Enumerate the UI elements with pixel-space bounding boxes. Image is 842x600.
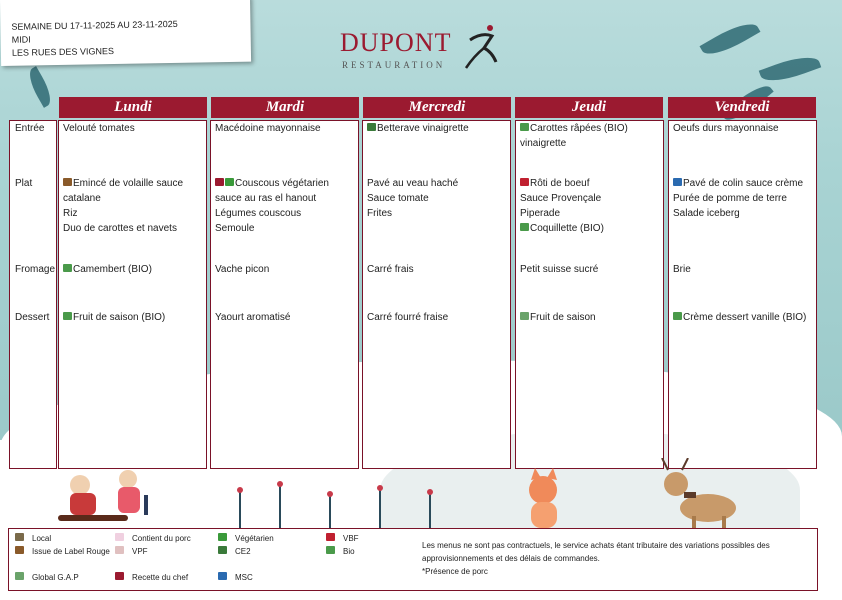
local-icon — [15, 533, 24, 541]
row-labels — [9, 120, 57, 469]
runner-icon — [462, 22, 502, 72]
label-rouge-icon — [15, 546, 24, 554]
vegetarian-icon — [218, 533, 227, 541]
menu-item: Vache picon — [215, 264, 270, 275]
day-header-mardi: Mardi — [211, 97, 359, 118]
deer-illustration — [648, 458, 743, 530]
menu-item: Légumes couscous — [215, 208, 302, 219]
plat-cell — [63, 176, 204, 236]
ce2-icon — [218, 546, 227, 554]
vpf-icon — [115, 546, 124, 554]
entree-cell — [520, 121, 661, 151]
menu-item: Carottes râpées (BIO) vinaigrette — [520, 123, 628, 149]
day-column-mardi — [210, 120, 359, 469]
plat-cell — [215, 176, 356, 236]
label-rouge-icon — [63, 178, 72, 186]
entree-cell — [215, 121, 356, 136]
row-label-dessert: Dessert — [15, 312, 50, 323]
porc-icon — [115, 533, 124, 541]
dessert-cell — [215, 310, 356, 325]
menu-item: Pavé de colin sauce crème — [673, 176, 814, 191]
entree-cell — [63, 121, 204, 136]
menu-item: Rôti de boeuf — [520, 176, 661, 191]
row-label-fromage: Fromage — [15, 264, 56, 275]
legend-vpf: VPF — [115, 546, 148, 556]
menu-item: Betterave vinaigrette — [367, 121, 508, 136]
chef-icon — [115, 572, 124, 580]
dessert-cell — [520, 310, 661, 325]
legend-bio: Bio — [326, 546, 355, 556]
porc-note: *Présence de porc — [422, 567, 488, 576]
day-column-jeudi — [515, 120, 664, 469]
menu-item: Fruit de saison — [520, 310, 661, 325]
menu-item: Brie — [673, 264, 691, 275]
bio-icon — [520, 123, 529, 131]
plat-cell — [673, 176, 814, 221]
bio-icon — [63, 312, 72, 320]
week-label: SEMAINE DU 17-11-2025 AU 23-11-2025 — [11, 18, 178, 32]
day-header-jeudi: Jeudi — [515, 97, 663, 118]
menu-item: Carré fourré fraise — [367, 312, 449, 323]
day-column-vendredi — [668, 120, 817, 469]
menu-item: Yaourt aromatisé — [215, 312, 291, 323]
fromage-cell — [520, 262, 661, 277]
menu-item: Carré frais — [367, 264, 414, 275]
legend-local: Local — [15, 533, 51, 543]
dupont-logo — [340, 22, 510, 74]
fromage-cell — [673, 262, 814, 277]
bio-icon — [63, 264, 72, 272]
menu-item: Camembert (BIO) — [63, 262, 204, 277]
bio-icon — [326, 546, 335, 554]
legend-vbf: VBF — [326, 533, 359, 543]
row-label-entree: Entrée — [15, 123, 45, 134]
menu-item: Sauce Provençale — [520, 193, 602, 204]
menu-item: Crème dessert vanille (BIO) — [673, 310, 814, 325]
vbf-icon — [326, 533, 335, 541]
dessert-cell — [367, 310, 508, 325]
menu-item: Velouté tomates — [63, 123, 135, 134]
legend-global-gap: Global G.A.P — [15, 572, 79, 582]
day-header-mercredi: Mercredi — [363, 97, 511, 118]
menu-item: Emincé de volaille sauce catalane — [63, 178, 184, 204]
menu-item: Sauce tomate — [367, 193, 429, 204]
legend-msc: MSC — [218, 572, 253, 582]
entree-cell — [673, 121, 814, 136]
legend-porc: Contient du porc — [115, 533, 191, 543]
global-gap-icon — [15, 572, 24, 580]
plat-cell — [367, 176, 508, 221]
legend-vegetarien: Végétarien — [218, 533, 274, 543]
meal-label: MIDI — [11, 34, 31, 45]
fromage-cell — [215, 262, 356, 277]
menu-item: Macédoine mayonnaise — [215, 123, 321, 134]
bio-icon — [520, 223, 529, 231]
fromage-cell — [63, 262, 204, 277]
menu-item: Coquillette (BIO) — [520, 221, 661, 236]
menu-item: Fruit de saison (BIO) — [63, 310, 204, 325]
dessert-cell — [63, 310, 204, 325]
day-column-mercredi — [362, 120, 511, 469]
menu-item: Salade iceberg — [673, 208, 740, 219]
ce2-icon — [367, 123, 376, 131]
menu-item: Duo de carottes et navets — [63, 223, 177, 234]
entree-cell — [367, 121, 508, 136]
day-header-lundi: Lundi — [59, 97, 207, 118]
menu-item: Piperade — [520, 208, 561, 219]
legend-box — [8, 528, 818, 591]
site-label: LES RUES DES VIGNES — [11, 46, 115, 58]
row-label-plat: Plat — [15, 178, 33, 189]
legend-note — [422, 539, 812, 578]
day-header-vendredi: Vendredi — [668, 97, 816, 118]
logo-name: DUPONT — [340, 28, 452, 57]
fox-illustration — [515, 468, 575, 530]
menu-item: Couscous végétarien sauce au ras el hanout — [215, 178, 329, 204]
msc-icon — [218, 572, 227, 580]
plat-cell — [520, 176, 661, 236]
menu-item: Oeufs durs mayonnaise — [673, 123, 779, 134]
legend-chef: Recette du chef — [115, 572, 188, 582]
header-info — [0, 0, 251, 66]
logo-sub: RESTAURATION — [342, 60, 446, 70]
vegetarian-icon — [225, 178, 234, 186]
legend-label-rouge: Issue de Label Rouge — [15, 546, 110, 556]
menu-item: Riz — [63, 208, 78, 219]
global-gap-icon — [520, 312, 529, 320]
menu-item: Frites — [367, 208, 392, 219]
chef-icon — [215, 178, 224, 186]
menu-item: Pavé au veau haché — [367, 178, 459, 189]
menu-item: Petit suisse sucré — [520, 264, 599, 275]
bio-icon — [673, 312, 682, 320]
menu-item: Semoule — [215, 223, 255, 234]
disclaimer-text: Les menus ne sont pas contractuels, le service achats étant tributaire des variations possibles des approvisionnements et des délais de commandes. — [422, 541, 770, 563]
legend-ce2: CE2 — [218, 546, 251, 556]
berry-branches-decoration — [220, 480, 480, 528]
kids-sled-illustration — [50, 465, 160, 529]
vbf-icon — [520, 178, 529, 186]
dessert-cell — [673, 310, 814, 325]
menu-item: Purée de pomme de terre — [673, 193, 787, 204]
fromage-cell — [367, 262, 508, 277]
day-column-lundi — [58, 120, 207, 469]
msc-icon — [673, 178, 682, 186]
